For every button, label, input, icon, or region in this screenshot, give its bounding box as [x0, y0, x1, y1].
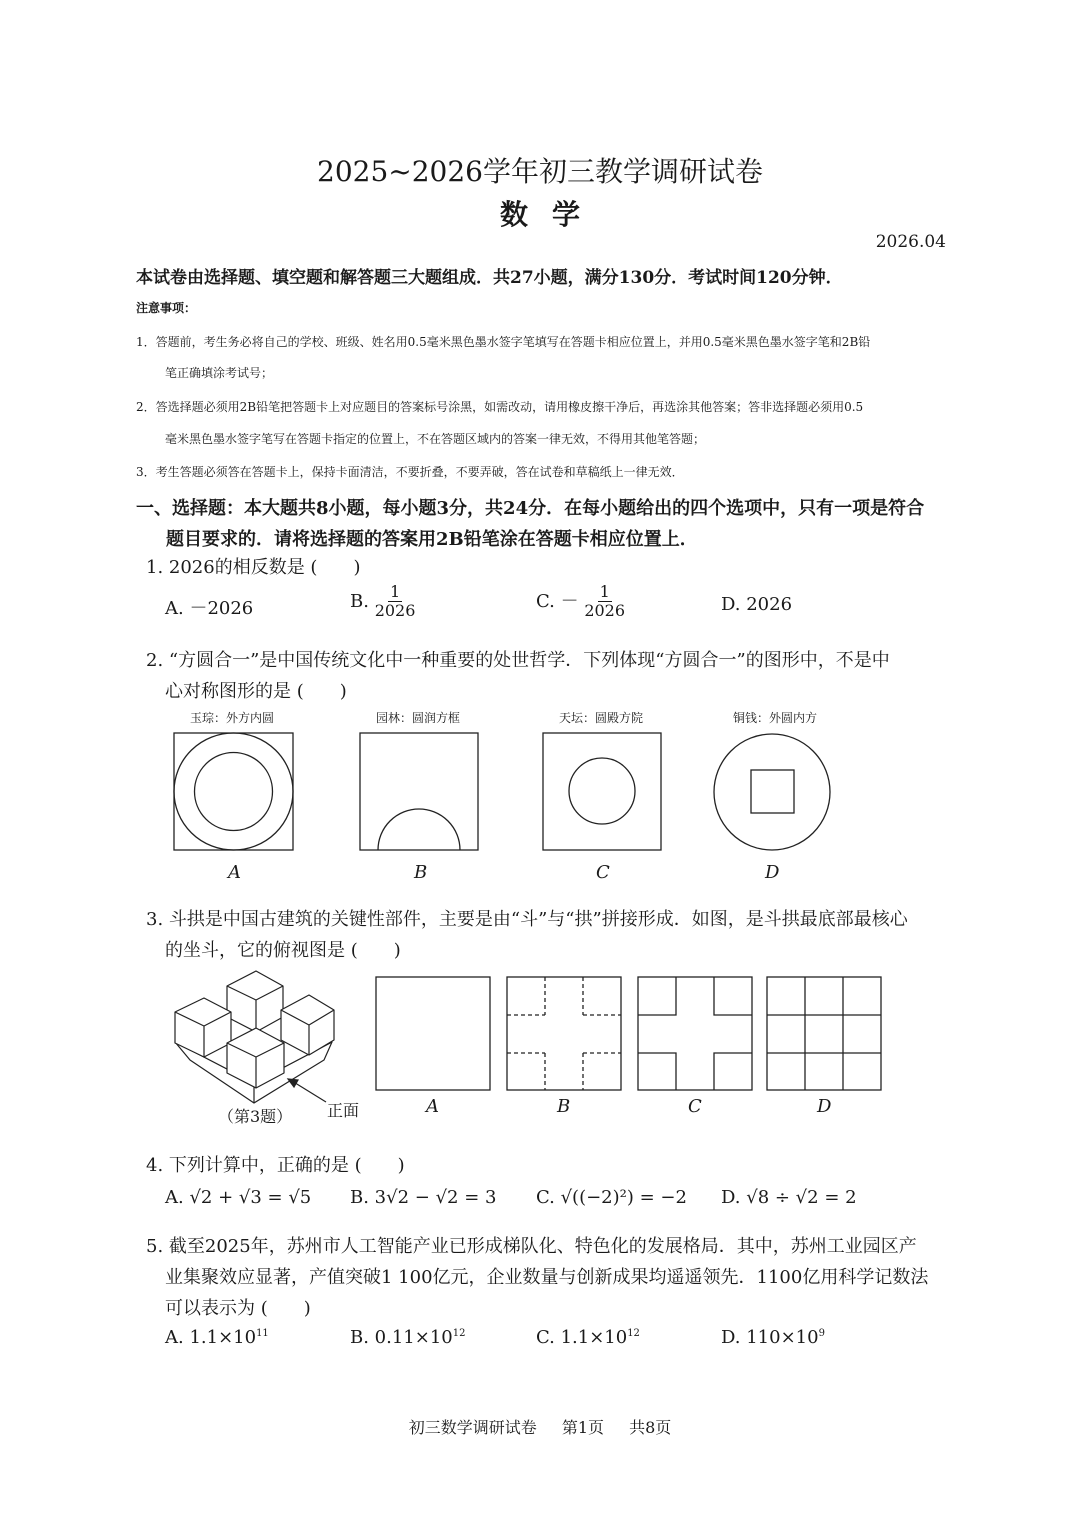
q3-figure-d-label: D: [817, 1096, 832, 1117]
q3-stem-line1: 3. 斗拱是中国古建筑的关键性部件，主要是由“斗”与“拱”拼接形成．如图，是斗拱最底部最核心: [146, 909, 908, 930]
q3-figure-a-label: A: [426, 1096, 439, 1117]
footer-page-number: 第1页: [561, 1418, 604, 1437]
q5-option-d-exponent: 9: [818, 1328, 825, 1339]
note-2-line2: 毫米黑色墨水签字笔写在答题卡指定的位置上，不在答题区域内的答案一律无效，不得用其他笔答题；: [165, 432, 706, 446]
q2-caption-b: 园林：圆润方框: [376, 711, 461, 725]
q4-option-b: B. 3√2 − √2 = 3: [350, 1187, 497, 1208]
notes-title: 注意事项：: [136, 301, 197, 315]
q3-figure-caption: （第3题）: [218, 1107, 293, 1126]
q5-option-b-exponent: 12: [452, 1328, 466, 1339]
q2-stem-line1: 2. “方圆合一”是中国传统文化中一种重要的处世哲学．下列体现“方圆合一”的图形中，不是中: [146, 650, 890, 671]
q1-option-c-label: C. －: [536, 590, 579, 612]
numerator: 1: [599, 582, 610, 601]
note-1-line2: 笔正确填涂考试号；: [165, 366, 274, 380]
q3-stem-line2: 的坐斗，它的俯视图是 ( ): [165, 940, 401, 961]
q2-figure-a-label: A: [228, 862, 241, 883]
q1-option-b-label: B.: [350, 590, 369, 612]
exam-title: 2025~2026学年初三教学调研试卷: [317, 155, 763, 188]
q5-option-b: [350, 1327, 465, 1348]
q3-figure-b-label: B: [557, 1096, 571, 1117]
q2-caption-c: 天坛：圆殿方院: [559, 711, 644, 725]
q5-option-a-base: A. 1.1×10: [165, 1327, 257, 1348]
q2-figure-c-label: C: [596, 862, 610, 883]
q2-caption-a: 玉琮：外方内圆: [190, 711, 275, 725]
note-3: 3．考生答题必须答在答题卡上，保持卡面清洁，不要折叠，不要弄破，答在试卷和草稿纸上一律无效．: [136, 465, 684, 479]
q3-front-label: 正面: [327, 1101, 360, 1120]
q2-stem-line2: 心对称图形的是 ( ): [165, 681, 347, 702]
note-2-line1: 2．答选择题必须用2B铅笔把答题卡上对应题目的答案标号涂黑，如需改动，请用橡皮擦干净后，再选涂其他答案；答非选择题必须用0.5: [136, 400, 864, 414]
q5-option-a-exponent: 11: [256, 1328, 269, 1339]
q5-option-d: [721, 1327, 825, 1348]
q4-stem: 4. 下列计算中，正确的是 ( ): [146, 1155, 405, 1176]
q5-stem-line2: 业集聚效应显著，产值突破1 100亿元，企业数量与创新成果均遥遥领先．1100亿用科学记数法: [165, 1267, 929, 1288]
numerator: 1: [389, 582, 401, 601]
q2-figure-d-label: D: [765, 862, 780, 883]
q2-caption-d: 铜钱：外圆内方: [733, 711, 818, 725]
footer-total-pages: 共8页: [629, 1418, 672, 1437]
q5-option-a: [165, 1327, 269, 1348]
q5-stem-line3: 可以表示为 ( ): [165, 1298, 311, 1319]
q4-option-d: D. √8 ÷ √2 = 2: [721, 1187, 857, 1208]
footer-exam-name: 初三数学调研试卷: [408, 1418, 537, 1437]
exam-intro: 本试卷由选择题、填空题和解答题三大题组成．共27小题，满分130分．考试时间120分钟．: [136, 268, 843, 288]
denominator: 2026: [584, 601, 626, 621]
q5-option-b-base: B. 0.11×10: [350, 1327, 453, 1348]
q5-stem-line1: 5. 截至2025年，苏州市人工智能产业已形成梯队化、特色化的发展格局．其中，苏州工业园区产: [146, 1236, 917, 1257]
q5-option-d-base: D. 110×10: [721, 1327, 819, 1348]
q1-option-d: D. 2026: [721, 594, 793, 615]
q5-option-c: [536, 1327, 640, 1348]
q4-option-a: A. √2 + √3 = √5: [165, 1187, 312, 1208]
page-footer: [0, 1415, 1080, 1438]
section1-heading-line1: 一、选择题：本大题共8小题，每小题3分，共24分．在每小题给出的四个选项中，只有一项是符合: [136, 498, 925, 519]
q5-option-c-exponent: 12: [627, 1328, 640, 1339]
section1-heading-line2: 题目要求的．请将选择题的答案用2B铅笔涂在答题卡相应位置上．: [166, 529, 698, 550]
q2-figure-b-label: B: [414, 862, 428, 883]
subject-title: 数学: [499, 198, 604, 231]
q1-stem: 1. 2026的相反数是 ( ): [146, 557, 361, 578]
denominator: 2026: [374, 601, 416, 621]
q1-option-a: A. －2026: [165, 598, 254, 619]
q4-option-c: C. √((−2)²) = −2: [536, 1187, 687, 1208]
q5-option-c-base: C. 1.1×10: [536, 1327, 628, 1348]
exam-date: 2026.04: [875, 232, 946, 252]
q3-figure-c-label: C: [688, 1096, 702, 1117]
note-1-line1: 1．答题前，考生务必将自己的学校、班级、姓名用0.5毫米黑色墨水签字笔填写在答题卡相应位置上，并用0.5毫米黑色墨水签字笔和2B铅: [136, 335, 871, 349]
